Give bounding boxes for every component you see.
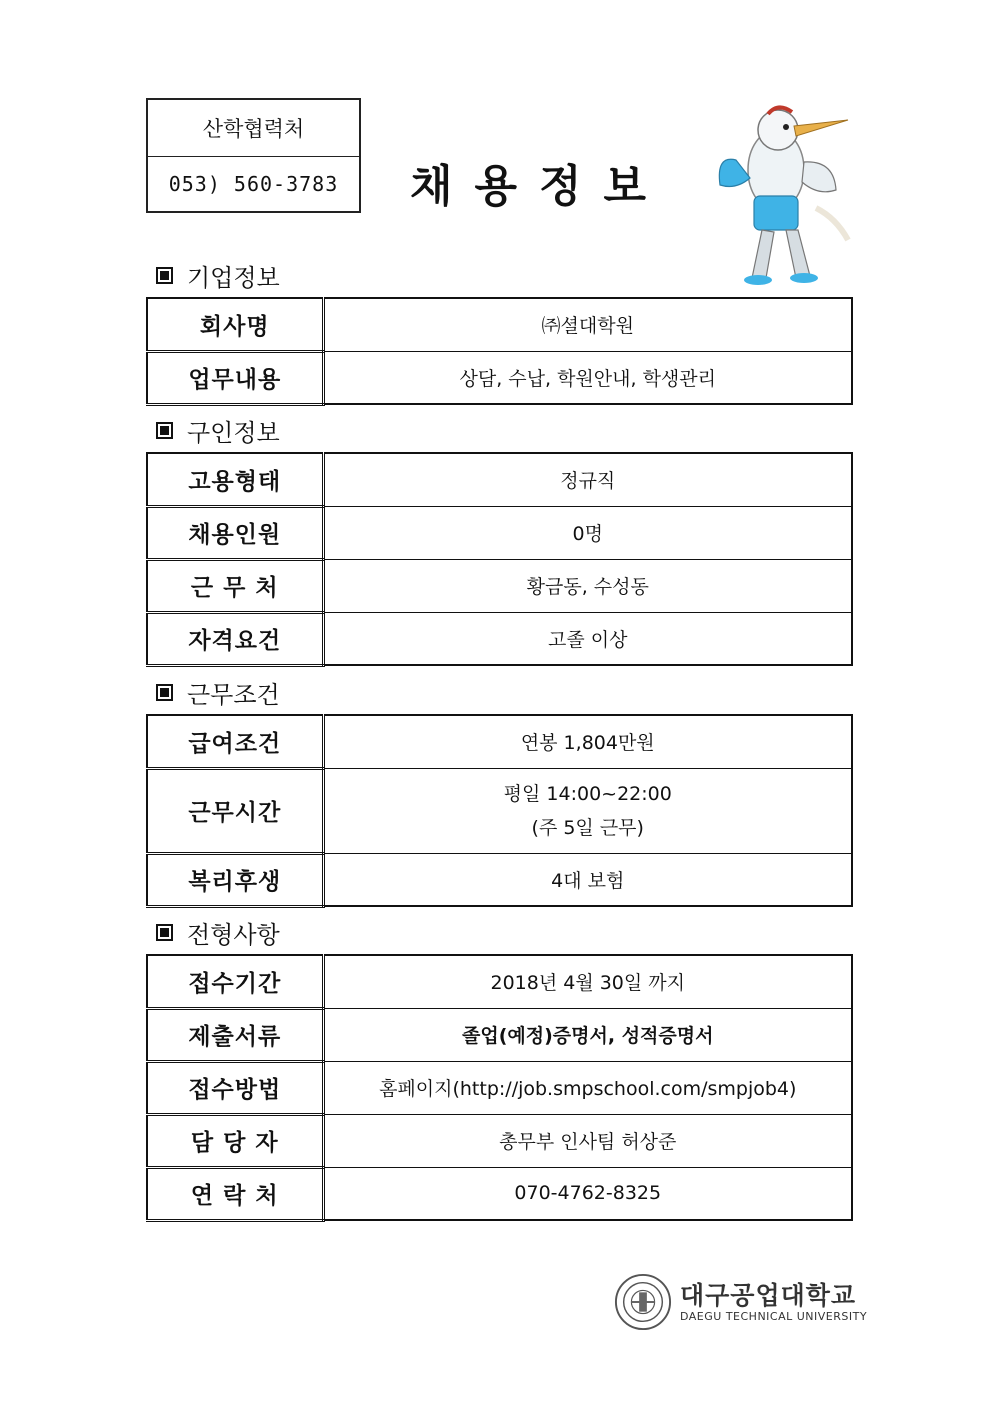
row-label: 근 무 처: [147, 559, 323, 612]
table-row: [147, 1008, 852, 1061]
contact-phone: 053) 560-3783: [148, 156, 359, 212]
selection-table: [146, 954, 853, 1222]
square-bullet-icon: [156, 267, 173, 284]
row-value: 연봉 1,804만원: [323, 715, 852, 768]
table-row: [147, 506, 852, 559]
row-value: 총무부 인사팀 허상준: [323, 1114, 852, 1167]
table-row: [147, 559, 852, 612]
table-row: [147, 612, 852, 665]
row-value: 2018년 4월 30일 까지: [323, 955, 852, 1008]
table-row: [147, 955, 852, 1008]
company-table: [146, 297, 853, 406]
square-bullet-icon: [156, 924, 173, 941]
table-row: [147, 1167, 852, 1220]
row-value: 상담, 수납, 학원안내, 학생관리: [323, 351, 852, 404]
row-label: 제출서류: [147, 1008, 323, 1061]
row-value: 0명: [323, 506, 852, 559]
work-days: (주 5일 근무): [531, 816, 644, 839]
university-emblem-icon: [614, 1273, 672, 1331]
table-row: [147, 853, 852, 906]
table-row: [147, 1061, 852, 1114]
contact-label: 산학협력처: [202, 116, 305, 141]
square-bullet-icon: [156, 422, 173, 439]
work-hours: 평일 14:00~22:00: [503, 782, 672, 805]
row-value: 070-4762-8325: [323, 1167, 852, 1220]
row-label: 회사명: [147, 298, 323, 351]
section-selection-heading: 전형사항: [156, 915, 280, 950]
table-row: [147, 715, 852, 768]
row-value: 졸업(예정)증명서, 성적증명서: [323, 1008, 852, 1061]
table-row: [147, 1114, 852, 1167]
table-row: [147, 453, 852, 506]
row-label: 복리후생: [147, 853, 323, 906]
row-label: 접수기간: [147, 955, 323, 1008]
table-row: [147, 351, 852, 404]
university-name-ko: 대구공업대학교: [680, 1280, 857, 1310]
row-value: [323, 768, 852, 853]
crane-mascot-icon: [706, 100, 856, 290]
section-company-heading: 기업정보: [156, 258, 280, 293]
row-label: 업무내용: [147, 351, 323, 404]
university-name-en: DAEGU TECHNICAL UNIVERSITY: [680, 1309, 868, 1323]
contact-box: [146, 98, 361, 213]
row-label: 급여조건: [147, 715, 323, 768]
row-value: 4대 보험: [323, 853, 852, 906]
row-value: 고졸 이상: [323, 612, 852, 665]
section-conditions-heading: 근무조건: [156, 675, 280, 710]
table-row: [147, 298, 852, 351]
row-label: 근무시간: [147, 768, 323, 853]
page-title: 채용정보: [410, 161, 669, 212]
row-value: 황금동, 수성동: [323, 559, 852, 612]
row-value: 정규직: [323, 453, 852, 506]
university-logo: [614, 1273, 867, 1331]
row-label: 고용형태: [147, 453, 323, 506]
square-bullet-icon: [156, 684, 173, 701]
recruit-table: [146, 452, 853, 667]
row-value: 홈페이지(http://job.smpschool.com/smpjob4): [323, 1061, 852, 1114]
table-row: [147, 768, 852, 853]
row-label: 연 락 처: [147, 1167, 323, 1220]
row-value: ㈜셜대학원: [323, 298, 852, 351]
row-label: 자격요건: [147, 612, 323, 665]
conditions-table: [146, 714, 853, 908]
row-label: 담 당 자: [147, 1114, 323, 1167]
row-label: 접수방법: [147, 1061, 323, 1114]
row-label: 채용인원: [147, 506, 323, 559]
section-recruit-heading: 구인정보: [156, 413, 280, 448]
